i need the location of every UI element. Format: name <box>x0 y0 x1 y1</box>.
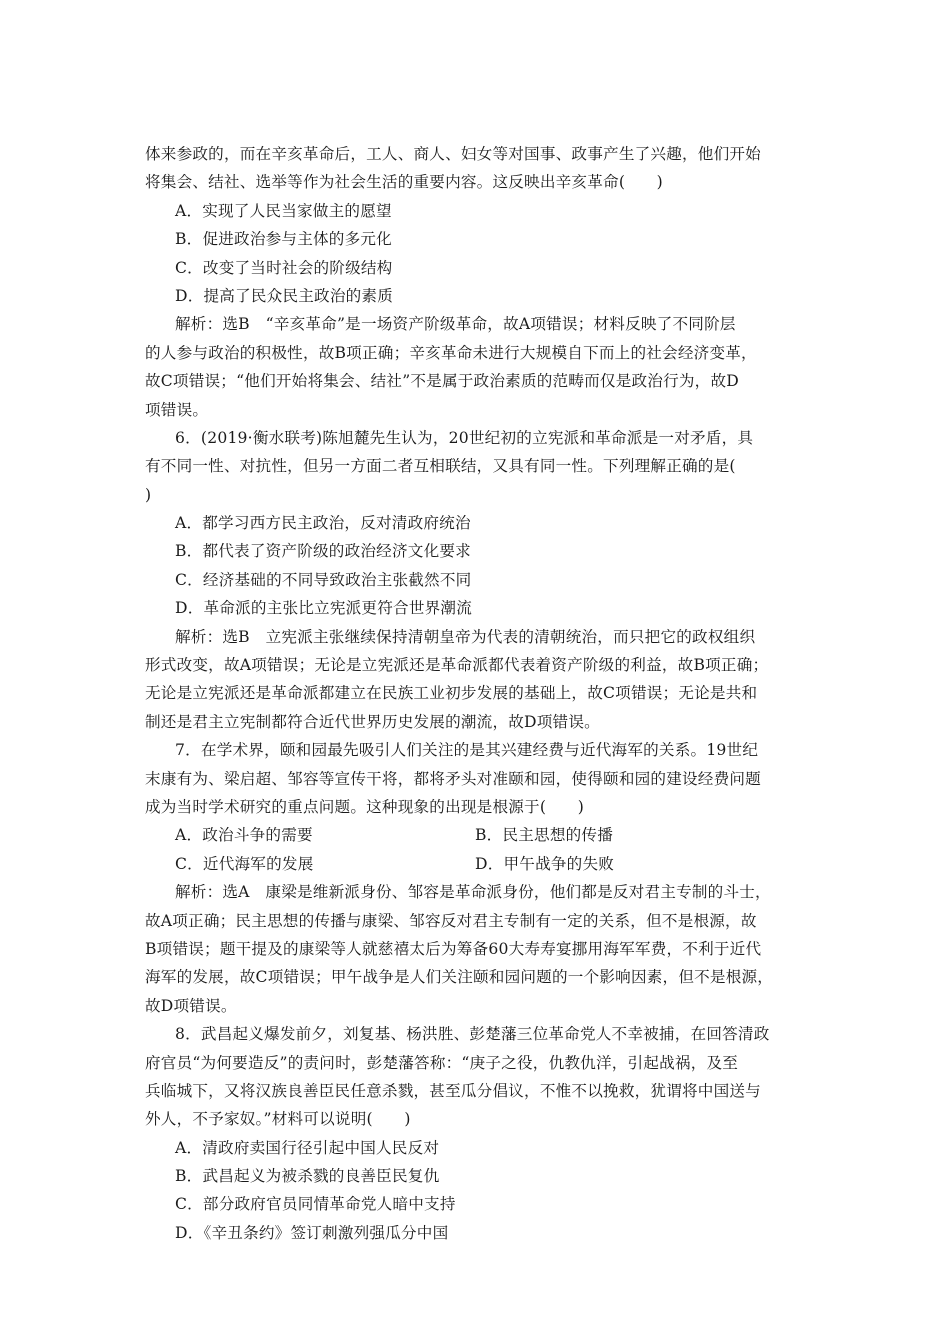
text-line: 末康有为、梁启超、邹容等宣传干将，都将矛头对准颐和园，使得颐和园的建设经费问题 <box>145 769 761 788</box>
text-line: A．清政府卖国行径引起中国人民反对 <box>175 1138 440 1157</box>
text-line: ) <box>145 485 152 504</box>
text-line: 7．在学术界，颐和园最先吸引人们关注的是其兴建经费与近代海军的关系。19世纪 <box>175 741 759 760</box>
text-line: B．促进政治参与主体的多元化 <box>175 230 392 249</box>
text-line: 项错误。 <box>145 400 209 419</box>
text-line: A．实现了人民当家做主的愿望 <box>175 201 392 220</box>
text-line: B项错误；题干提及的康梁等人就慈禧太后为筹备60大寿寿宴挪用海军军费，不利于近代 <box>145 939 762 958</box>
text-line: 解析：选A 康梁是维新派身份、邹容是革命派身份，他们都是反对君主专制的斗士， <box>175 883 771 902</box>
text-line: 兵临城下，又将汉族良善臣民任意杀戮，甚至瓜分倡议，不惟不以挽救，犹谓将中国送与 <box>145 1081 761 1100</box>
text-line: 制还是君主立宪制都符合近代世界历史发展的潮流，故D项错误。 <box>145 712 600 731</box>
document-page <box>145 140 825 1247</box>
text-line: 将集会、结社、选举等作为社会生活的重要内容。这反映出辛亥革命( ) <box>145 173 663 192</box>
text-line: 有不同一性、对抗性，但另一方面二者互相联结，又具有同一性。下列理解正确的是( <box>145 457 736 476</box>
text-line: 成为当时学术研究的重点问题。这种现象的出现是根源于( ) <box>145 797 584 816</box>
text-block-after <box>145 878 825 1247</box>
text-line: 海军的发展，故C项错误；甲午战争是人们关注颐和园问题的一个影响因素，但不是根源， <box>145 968 774 987</box>
text-line: 解析：选B 立宪派主张继续保持清朝皇帝为代表的清朝统治，而只把它的政权组织 <box>175 627 756 646</box>
text-line: 故D项错误。 <box>145 996 237 1015</box>
text-line: D．《辛丑条约》签订刺激列强瓜分中国 <box>175 1223 449 1242</box>
text-line: 故A项正确；民主思想的传播与康梁、邹容反对君主专制有一定的关系，但不是根源，故 <box>145 911 757 930</box>
text-block-before <box>145 140 825 821</box>
option-left: C．近代海军的发展 <box>175 854 314 873</box>
text-line: 无论是立宪派还是革命派都建立在民族工业初步发展的基础上，故C项错误；无论是共和 <box>145 684 758 703</box>
text-line: 解析：选B “辛亥革命”是一场资产阶级革命，故A项错误；材料反映了不同阶层 <box>175 315 736 334</box>
text-line: 6．(2019·衡水联考)陈旭麓先生认为，20世纪初的立宪派和革命派是一对矛盾，具 <box>175 428 754 447</box>
text-line: D．革命派的主张比立宪派更符合世界潮流 <box>175 599 472 618</box>
q7-options <box>145 821 825 878</box>
text-line: 府官员“为何要造反”的责问时，彭楚藩答称：“庚子之役，仇教仇洋，引起战祸，及至 <box>145 1053 739 1072</box>
text-line: 体来参政的，而在辛亥革命后，工人、商人、妇女等对国事、政事产生了兴趣，他们开始 <box>145 145 761 163</box>
option-left: A．政治斗争的需要 <box>175 826 313 845</box>
text-line: C．部分政府官员同情革命党人暗中支持 <box>175 1195 456 1214</box>
text-line: 形式改变，故A项错误；无论是立宪派还是革命派都代表着资产阶级的利益，故B项正确； <box>145 656 769 675</box>
option-row <box>145 821 825 849</box>
option-right: D．甲午战争的失败 <box>475 854 615 873</box>
text-line: D．提高了民众民主政治的素质 <box>175 286 394 305</box>
text-line: C．改变了当时社会的阶级结构 <box>175 258 393 277</box>
text-line: 8．武昌起义爆发前夕，刘复基、杨洪胜、彭楚藩三位革命党人不幸被捕，在回答清政 <box>175 1025 770 1044</box>
text-line: B．都代表了资产阶级的政治经济文化要求 <box>175 542 471 561</box>
text-line: C．经济基础的不同导致政治主张截然不同 <box>175 570 472 589</box>
text-line: 外人，不予家奴。”材料可以说明( ) <box>145 1110 411 1129</box>
option-right: B．民主思想的传播 <box>475 826 614 845</box>
text-line: B．武昌起义为被杀戮的良善臣民复仇 <box>175 1167 440 1186</box>
text-line: 的人参与政治的积极性，故B项正确；辛亥革命未进行大规模自下而上的社会经济变革， <box>145 343 757 362</box>
option-row <box>145 850 825 878</box>
text-line: A．都学习西方民主政治，反对清政府统治 <box>175 514 471 533</box>
text-line: 故C项错误；“他们开始将集会、结社”不是属于政治素质的范畴而仅是政治行为，故D <box>145 372 739 391</box>
